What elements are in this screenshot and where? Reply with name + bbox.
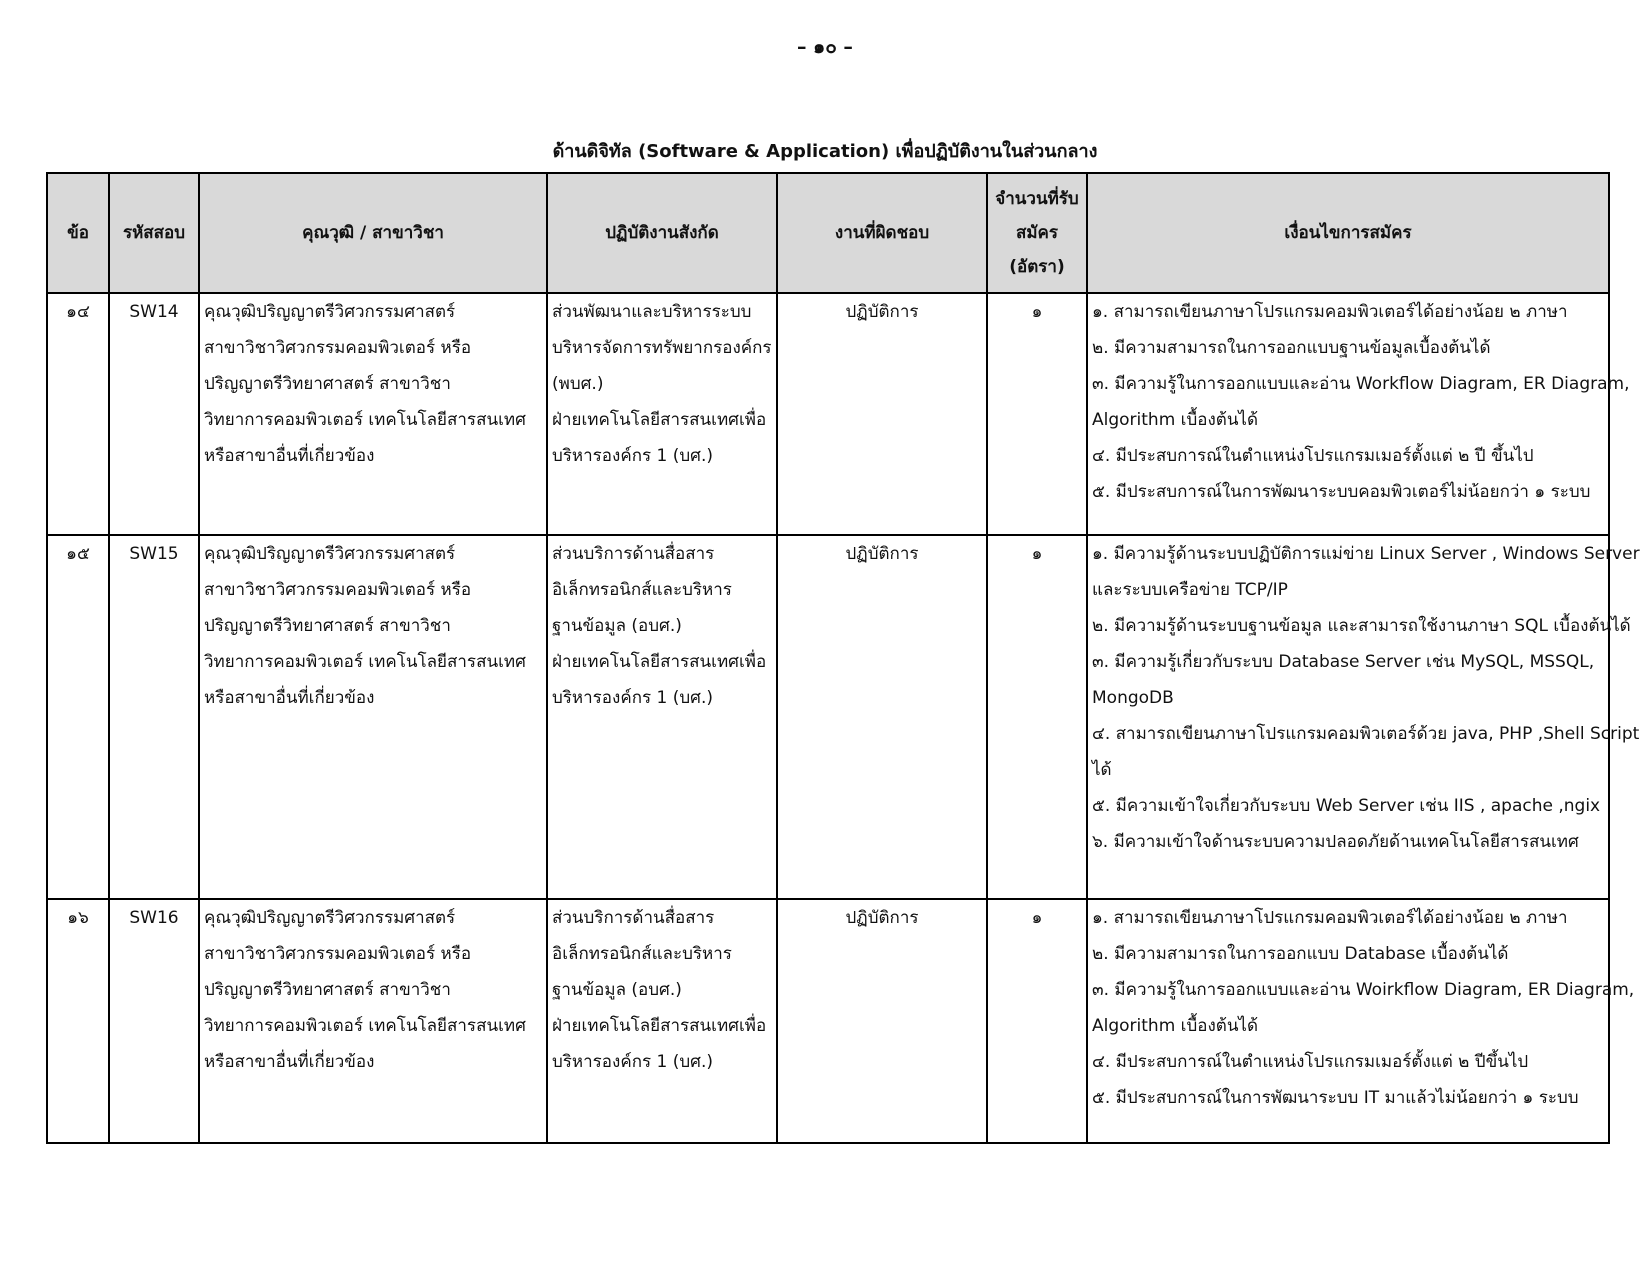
qualification-line: คุณวุฒิปริญญาตรีวิศวกรรมศาสตร์ bbox=[204, 544, 456, 564]
conditions-cell bbox=[1087, 293, 1630, 535]
condition-line: ๔. สามารถเขียนภาษาโปรแกรมคอมพิวเตอร์ด้วย java, PHP ,Shell Script bbox=[1092, 724, 1640, 744]
affiliation-line: บริหารองค์กร 1 (บศ.) bbox=[552, 446, 713, 466]
qualification-cell bbox=[199, 535, 547, 899]
qualification-cell bbox=[199, 293, 547, 535]
header-no: ข้อ bbox=[47, 173, 109, 293]
qualification-line: ปริญญาตรีวิทยาศาสตร์ สาขาวิชา bbox=[204, 980, 451, 1000]
count-cell: ๑ bbox=[987, 535, 1087, 899]
qualification-line: สาขาวิชาวิศวกรรมคอมพิวเตอร์ หรือ bbox=[204, 944, 472, 964]
condition-line: ๔. มีประสบการณ์ในตำแหน่งโปรแกรมเมอร์ตั้งแต่ ๒ ปี ขึ้นไป bbox=[1092, 446, 1534, 466]
condition-line: ๒. มีความสามารถในการออกแบบฐานข้อมูลเบื้องต้นได้ bbox=[1092, 338, 1491, 358]
affiliation-line: ฐานข้อมูล (อบศ.) bbox=[552, 616, 682, 636]
qualification-line: ปริญญาตรีวิทยาศาสตร์ สาขาวิชา bbox=[204, 374, 451, 394]
affiliation-line: ฝ่ายเทคโนโลยีสารสนเทศเพื่อ bbox=[552, 652, 767, 672]
affiliation-line: บริหารจัดการทรัพยากรองค์กร bbox=[552, 338, 772, 358]
condition-line: Algorithm เบื้องต้นได้ bbox=[1092, 410, 1259, 430]
qualification-line: หรือสาขาอื่นที่เกี่ยวข้อง bbox=[204, 688, 375, 708]
affiliation-line: อิเล็กทรอนิกส์และบริหาร bbox=[552, 580, 732, 600]
header-affiliation: ปฏิบัติงานสังกัด bbox=[547, 173, 777, 293]
condition-line: MongoDB bbox=[1092, 688, 1174, 708]
table-body bbox=[47, 293, 1640, 1143]
table-row bbox=[47, 535, 1609, 899]
qualification-line: วิทยาการคอมพิวเตอร์ เทคโนโลยีสารสนเทศ bbox=[204, 1016, 526, 1036]
row-number-cell: ๑๔ bbox=[47, 293, 109, 535]
condition-line: ๕. มีประสบการณ์ในการพัฒนาระบบคอมพิวเตอร์ไม่น้อยกว่า ๑ ระบบ bbox=[1092, 482, 1591, 502]
condition-line: ได้ bbox=[1092, 760, 1112, 780]
condition-line: ๓. มีความรู้ในการออกแบบและอ่าน Woirkflow Diagram, ER Diagram, bbox=[1092, 980, 1635, 1000]
exam-code-cell: SW16 bbox=[109, 899, 199, 1143]
header-count-line-1: จำนวนที่รับ bbox=[995, 189, 1079, 209]
condition-line: Algorithm เบื้องต้นได้ bbox=[1092, 1016, 1259, 1036]
header-row bbox=[47, 173, 1609, 293]
affiliation-line: ส่วนพัฒนาและบริหารระบบ bbox=[552, 302, 752, 322]
count-cell: ๑ bbox=[987, 293, 1087, 535]
header-code: รหัสสอบ bbox=[109, 173, 199, 293]
duty-cell: ปฏิบัติการ bbox=[777, 535, 987, 899]
condition-line: และระบบเครือข่าย TCP/IP bbox=[1092, 580, 1288, 600]
condition-line: ๓. มีความรู้ในการออกแบบและอ่าน Workflow Diagram, ER Diagram, bbox=[1092, 374, 1630, 394]
qualification-line: ปริญญาตรีวิทยาศาสตร์ สาขาวิชา bbox=[204, 616, 451, 636]
condition-line: ๑. สามารถเขียนภาษาโปรแกรมคอมพิวเตอร์ได้อย่างน้อย ๒ ภาษา bbox=[1092, 908, 1568, 928]
affiliation-line: ฝ่ายเทคโนโลยีสารสนเทศเพื่อ bbox=[552, 1016, 767, 1036]
condition-line: ๖. มีความเข้าใจด้านระบบความปลอดภัยด้านเทคโนโลยีสารสนเทศ bbox=[1092, 832, 1579, 852]
condition-line: ๒. มีความรู้ด้านระบบฐานข้อมูล และสามารถใช้งานภาษา SQL เบื้องต้นได้ bbox=[1092, 616, 1631, 636]
affiliation-cell bbox=[547, 899, 777, 1143]
count-cell: ๑ bbox=[987, 899, 1087, 1143]
exam-code-cell: SW14 bbox=[109, 293, 199, 535]
duty-cell: ปฏิบัติการ bbox=[777, 293, 987, 535]
table-row bbox=[47, 899, 1609, 1143]
row-number-cell: ๑๕ bbox=[47, 535, 109, 899]
condition-line: ๓. มีความรู้เกี่ยวกับระบบ Database Server เช่น MySQL, MSSQL, bbox=[1092, 652, 1595, 672]
condition-line: ๒. มีความสามารถในการออกแบบ Database เบื้องต้นได้ bbox=[1092, 944, 1509, 964]
affiliation-cell bbox=[547, 535, 777, 899]
condition-line: ๑. มีความรู้ด้านระบบปฏิบัติการแม่ข่าย Linux Server , Windows Server bbox=[1092, 544, 1640, 564]
qualification-line: วิทยาการคอมพิวเตอร์ เทคโนโลยีสารสนเทศ bbox=[204, 410, 526, 430]
qualification-line: หรือสาขาอื่นที่เกี่ยวข้อง bbox=[204, 1052, 375, 1072]
affiliation-line: บริหารองค์กร 1 (บศ.) bbox=[552, 688, 713, 708]
page-number: – ๑๐ – bbox=[797, 36, 853, 58]
header-duty: งานที่ผิดชอบ bbox=[777, 173, 987, 293]
positions-table bbox=[46, 172, 1640, 1144]
qualification-line: วิทยาการคอมพิวเตอร์ เทคโนโลยีสารสนเทศ bbox=[204, 652, 526, 672]
affiliation-line: บริหารองค์กร 1 (บศ.) bbox=[552, 1052, 713, 1072]
row-number-cell: ๑๖ bbox=[47, 899, 109, 1143]
affiliation-line: ฐานข้อมูล (อบศ.) bbox=[552, 980, 682, 1000]
qualification-line: คุณวุฒิปริญญาตรีวิศวกรรมศาสตร์ bbox=[204, 302, 456, 322]
condition-line: ๕. มีความเข้าใจเกี่ยวกับระบบ Web Server เช่น IIS , apache ,ngix bbox=[1092, 796, 1601, 816]
affiliation-line: ฝ่ายเทคโนโลยีสารสนเทศเพื่อ bbox=[552, 410, 767, 430]
conditions-cell bbox=[1087, 899, 1635, 1143]
header-conditions: เงื่อนไขการสมัคร bbox=[1087, 173, 1609, 293]
exam-code-cell: SW15 bbox=[109, 535, 199, 899]
header-count bbox=[987, 173, 1087, 293]
qualification-line: หรือสาขาอื่นที่เกี่ยวข้อง bbox=[204, 446, 375, 466]
affiliation-cell bbox=[547, 293, 777, 535]
condition-line: ๕. มีประสบการณ์ในการพัฒนาระบบ IT มาแล้วไม่น้อยกว่า ๑ ระบบ bbox=[1092, 1088, 1579, 1108]
affiliation-line: (พบศ.) bbox=[552, 374, 604, 394]
qualification-cell bbox=[199, 899, 547, 1143]
qualification-line: สาขาวิชาวิศวกรรมคอมพิวเตอร์ หรือ bbox=[204, 338, 472, 358]
header-count-line-2: สมัคร bbox=[1015, 223, 1059, 243]
condition-line: ๔. มีประสบการณ์ในตำแหน่งโปรแกรมเมอร์ตั้งแต่ ๒ ปีขึ้นไป bbox=[1092, 1052, 1529, 1072]
condition-line: ๑. สามารถเขียนภาษาโปรแกรมคอมพิวเตอร์ได้อย่างน้อย ๒ ภาษา bbox=[1092, 302, 1568, 322]
conditions-cell bbox=[1087, 535, 1640, 899]
affiliation-line: อิเล็กทรอนิกส์และบริหาร bbox=[552, 944, 732, 964]
qualification-line: คุณวุฒิปริญญาตรีวิศวกรรมศาสตร์ bbox=[204, 908, 456, 928]
duty-cell: ปฏิบัติการ bbox=[777, 899, 987, 1143]
table-title: ด้านดิจิทัล (Software & Application) เพื่อปฏิบัติงานในส่วนกลาง bbox=[552, 141, 1098, 162]
affiliation-line: ส่วนบริการด้านสื่อสาร bbox=[552, 544, 715, 564]
affiliation-line: ส่วนบริการด้านสื่อสาร bbox=[552, 908, 715, 928]
qualification-line: สาขาวิชาวิศวกรรมคอมพิวเตอร์ หรือ bbox=[204, 580, 472, 600]
header-count-line-3: (อัตรา) bbox=[1009, 257, 1065, 277]
header-qualification: คุณวุฒิ / สาขาวิชา bbox=[199, 173, 547, 293]
table-row bbox=[47, 293, 1609, 535]
